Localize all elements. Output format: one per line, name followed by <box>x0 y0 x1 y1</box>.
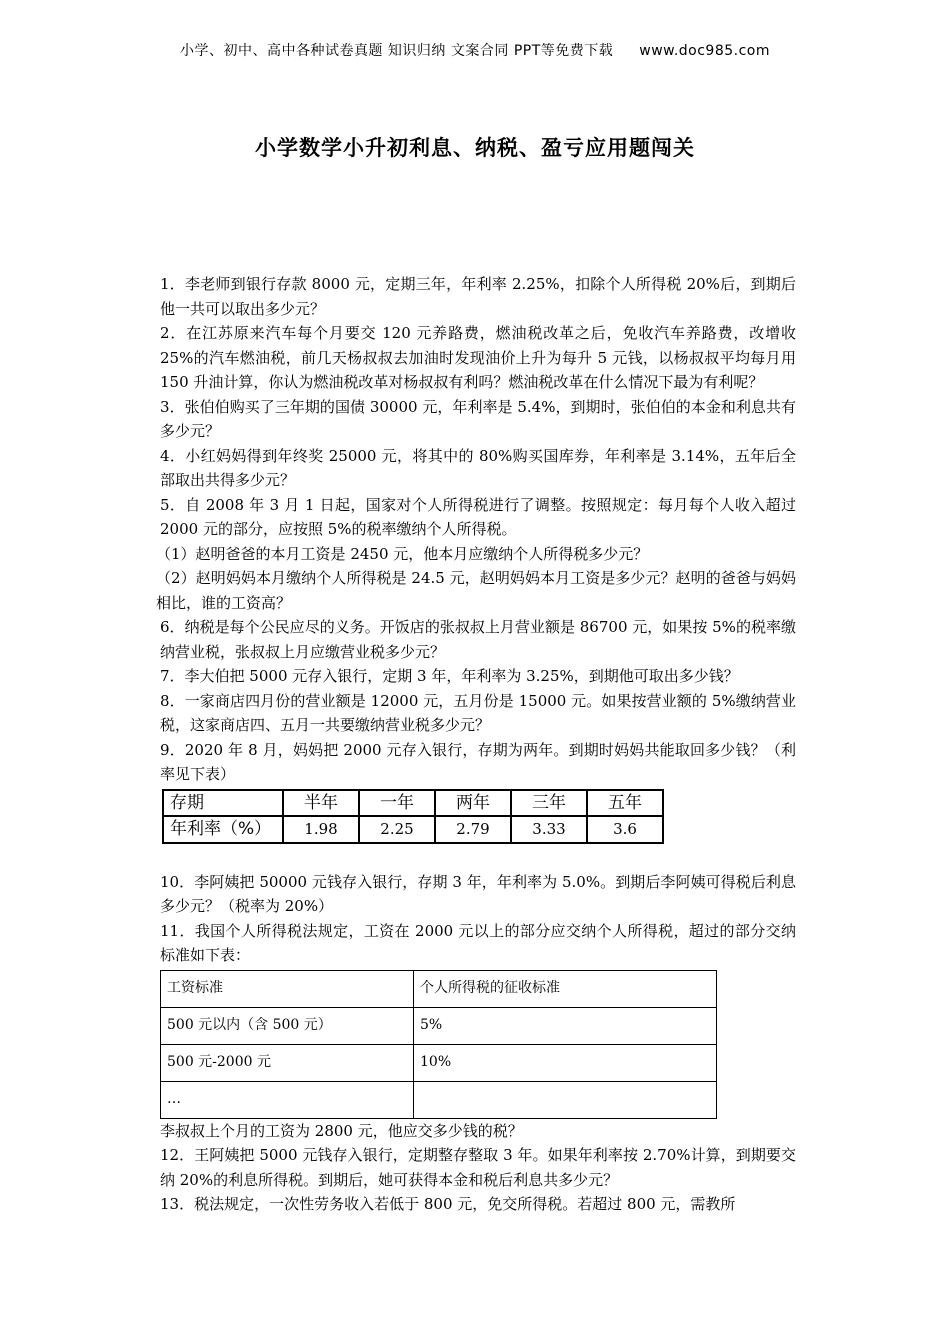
problem-9: 9．2020 年 8 月，妈妈把 2000 元存入银行，存期为两年。到期时妈妈共能取回多少钱？（利率见下表） <box>160 740 796 783</box>
rate-table-rate: 2.79 <box>435 816 511 843</box>
rate-table-period: 两年 <box>435 790 511 817</box>
problem-11: 11．我国个人所得税法规定，工资在 2000 元以上的部分应交纳个人所得税，超过的部分交纳标准如下表： <box>160 921 796 964</box>
header-url[interactable]: www.doc985.com <box>639 43 771 59</box>
problem-3: 3．张伯伯购买了三年期的国债 30000 元，年利率是 5.4%，到期时，张伯伯的本金和利息共有多少元？ <box>160 397 796 440</box>
tax-table-header: 个人所得税的征收标准 <box>414 970 717 1007</box>
problem-10: 10．李阿姨把 50000 元钱存入银行，存期 3 年，年利率为 5.0%。到期后李阿姨可得税后利息多少元？（税率为 20%） <box>160 872 796 915</box>
rate-table-period: 五年 <box>587 790 663 817</box>
problem-7: 7．李大伯把 5000 元存入银行，定期 3 年，年利率为 3.25%，到期他可取出多少钱？ <box>160 667 739 685</box>
tax-table-cell: 500 元-2000 元 <box>161 1044 414 1081</box>
problem-list <box>156 272 796 1217</box>
rate-table-rate: 3.6 <box>587 816 663 843</box>
tax-table-row <box>161 1044 717 1081</box>
tax-table-header: 工资标准 <box>161 970 414 1007</box>
problem-1: 1．李老师到银行存款 8000 元，定期三年，年利率 2.25%，扣除个人所得税 20%后，到期后他一共可以取出多少元？ <box>160 275 796 318</box>
rate-table-rate: 1.98 <box>283 816 359 843</box>
problem-6: 6．纳税是每个公民应尽的义务。开饭店的张叔叔上月营业额是 86700 元，如果按 5%的税率缴纳营业税，张叔叔上月应缴营业税多少元？ <box>160 618 796 661</box>
problem-2: 2．在江苏原来汽车每个月要交 120 元养路费，燃油税改革之后，免收汽车养路费，改增收 25%的汽车燃油税，前几天杨叔叔去加油时发现油价上升为每升 5 元钱，以杨叔叔平均每月用 150 升油计算，你认为燃油税改革对杨叔叔有利吗？燃油税改革在什么情况下最为有利呢？ <box>160 324 796 391</box>
problem-12: 12．王阿姨把 5000 元钱存入银行，定期整存整取 3 年。如果年利率按 2.70%计算，到期要交纳 20%的利息所得税。到期后，她可获得本金和税后利息共多少元？ <box>160 1146 796 1189</box>
header-text: 小学、初中、高中各种试卷真题 知识归纳 文案合同 PPT等免费下载 <box>179 43 614 59</box>
rate-table-period: 一年 <box>359 790 435 817</box>
problem-13: 13．税法规定，一次性劳务收入若低于 800 元，免交所得税。若超过 800 元，需教所 <box>160 1195 736 1213</box>
tax-table-cell: 500 元以内（含 500 元） <box>161 1007 414 1044</box>
problem-8: 8．一家商店四月份的营业额是 12000 元，五月份是 15000 元。如果按营业额的 5%缴纳营业税，这家商店四、五月一共要缴纳营业税多少元？ <box>160 691 796 734</box>
problem-11-question: 李叔叔上个月的工资为 2800 元，他应交多少钱的税？ <box>160 1121 523 1140</box>
problem-5-part-2: （2）赵明妈妈本月缴纳个人所得税是 24.5 元，赵明妈妈本月工资是多少元？赵明的爸爸与妈妈相比，谁的工资高？ <box>156 569 796 612</box>
tax-table-header-row <box>161 970 717 1007</box>
problem-4: 4．小红妈妈得到年终奖 25000 元，将其中的 80%购买国库券，年利率是 3.14%，五年后全部取出共得多少元？ <box>160 446 796 489</box>
income-tax-table <box>160 970 717 1119</box>
tax-table-cell: 5% <box>414 1007 717 1044</box>
rate-table-period-label: 存期 <box>163 790 283 817</box>
tax-table-row <box>161 1081 717 1118</box>
tax-table-cell: … <box>161 1081 414 1118</box>
page-title: 小学数学小升初利息、纳税、盈亏应用题闯关 <box>255 136 695 160</box>
rate-table-rate: 2.25 <box>359 816 435 843</box>
tax-table-cell: 10% <box>414 1044 717 1081</box>
page-header <box>0 40 950 60</box>
tax-table-cell <box>414 1081 717 1118</box>
rate-table-period: 半年 <box>283 790 359 817</box>
tax-table-row <box>161 1007 717 1044</box>
problem-5-part-1: （1）赵明爸爸的本月工资是 2450 元，他本月应缴纳个人所得税多少元？ <box>156 544 649 563</box>
rate-table-rate-label: 年利率（%） <box>163 816 283 843</box>
spacer <box>160 844 796 870</box>
rate-table-period: 三年 <box>511 790 587 817</box>
rate-table-value-row <box>163 816 663 843</box>
rate-table-header-row <box>163 790 663 817</box>
interest-rate-table <box>162 789 664 844</box>
rate-table-rate: 3.33 <box>511 816 587 843</box>
problem-5: 5．自 2008 年 3 月 1 日起，国家对个人所得税进行了调整。按照规定：每月每个人收入超过 2000 元的部分，应按照 5%的税率缴纳个人所得税。 <box>160 495 796 538</box>
